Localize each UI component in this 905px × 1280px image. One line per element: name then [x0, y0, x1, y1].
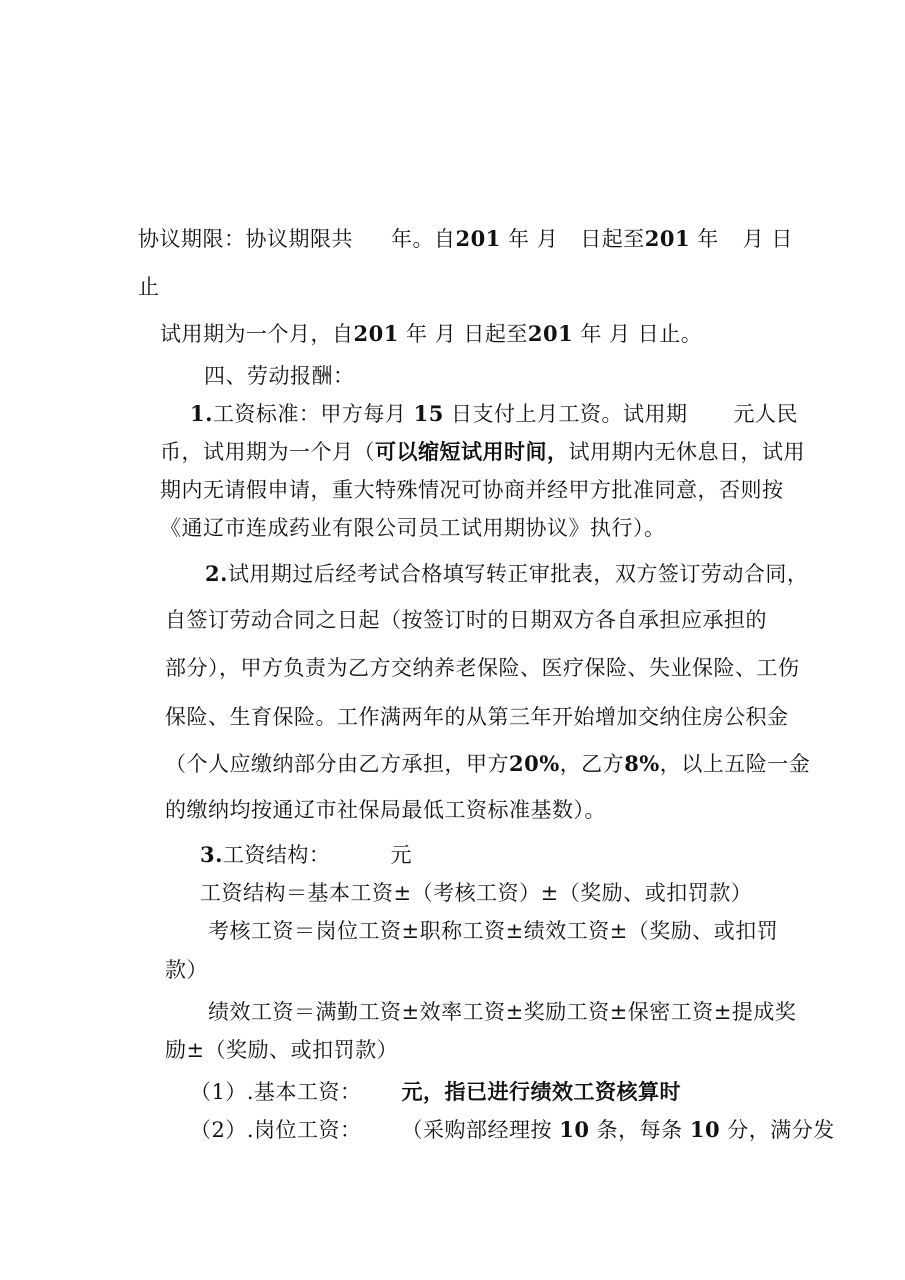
- text-segment: 指已进行绩效工资核算时: [444, 1079, 682, 1104]
- text-segment: 试用期为一个月，自: [160, 322, 354, 346]
- paragraph-line: [160, 438, 805, 466]
- text-segment: 年。自: [391, 227, 456, 251]
- text-segment: 币，试用期为一个月（: [160, 440, 375, 464]
- formula-line: 款）: [165, 958, 208, 982]
- formula-line: 考核工资＝岗位工资±职称工资±绩效工资±（奖励、或扣罚: [208, 919, 779, 943]
- text-segment: 年 月 日起至: [406, 322, 528, 346]
- percent-value: 20%: [509, 751, 560, 776]
- paragraph-line: 的缴纳均按通辽市社保局最低工资标准基数）。: [165, 798, 606, 822]
- section-heading: 四、劳动报酬：: [204, 364, 355, 388]
- formula-line: 工资结构＝基本工资±（考核工资）±（奖励、或扣罚款）: [200, 881, 753, 905]
- text-segment: 日支付上月工资。试用期: [451, 402, 688, 426]
- text-segment: （1）.基本工资：: [190, 1080, 362, 1104]
- text-segment: 月 日: [742, 227, 793, 251]
- probation-period-line: [160, 320, 702, 348]
- item-number: 3.: [200, 842, 223, 867]
- probation-after-line: [205, 560, 808, 588]
- year-number: 201: [455, 226, 501, 251]
- paragraph-line: 保险、生育保险。工作满两年的从第三年开始增加交纳住房公积金: [165, 705, 789, 729]
- text-segment: ，乙方: [559, 752, 625, 776]
- text-segment: 工资标准：甲方每月: [212, 402, 407, 426]
- percent-value: 8%: [624, 751, 660, 776]
- text-segment: 年 月 日止。: [580, 322, 703, 346]
- text-segment: （个人应缴纳部分由乙方承担，甲方: [165, 752, 509, 776]
- text-segment: 工资结构：: [222, 843, 331, 867]
- bold-note: 可以缩短试用时间，: [375, 439, 569, 464]
- count-number: 10: [689, 1117, 721, 1142]
- text-segment: 试用期过后经考试合格填写转正审批表，双方签订劳动合同，: [227, 562, 809, 586]
- bold-note: 元，: [401, 1079, 445, 1104]
- wage-structure-heading: [200, 841, 412, 869]
- year-number: 201: [644, 226, 691, 251]
- day-number: 15: [413, 401, 444, 426]
- base-wage-line: [190, 1078, 681, 1106]
- agreement-term-line: [138, 225, 793, 253]
- wage-standard-line: [190, 400, 798, 428]
- text-segment: 条，每条: [596, 1118, 683, 1142]
- formula-line: 励±（奖励、或扣罚款）: [165, 1038, 399, 1062]
- paragraph-line: 期内无请假申请，重大特殊情况可协商并经甲方批准同意，否则按: [160, 478, 784, 502]
- year-number: 201: [353, 321, 399, 346]
- paragraph-line: 自签订劳动合同之日起（按签订时的日期双方各自承担应承担的: [165, 608, 767, 632]
- text-segment: 年 月: [508, 227, 559, 251]
- text-segment: 年: [697, 227, 719, 251]
- text-segment: 元人民: [733, 402, 799, 426]
- item-number: 1.: [190, 401, 213, 426]
- formula-line: 绩效工资＝满勤工资±效率工资±奖励工资±保密工资±提成奖: [208, 1000, 797, 1024]
- text-segment: （采购部经理按: [401, 1118, 553, 1142]
- position-wage-line: [190, 1116, 835, 1144]
- text-segment: 日起至: [580, 227, 645, 251]
- text-segment: 分，满分发: [727, 1118, 835, 1142]
- paragraph-line: 止: [138, 275, 160, 299]
- count-number: 10: [559, 1117, 590, 1142]
- text-segment: 元: [390, 843, 412, 867]
- paragraph-line: [165, 750, 810, 778]
- text-segment: （2）.岗位工资：: [190, 1118, 362, 1142]
- paragraph-line: 《通辽市连成药业有限公司员工试用期协议》执行）。: [160, 516, 666, 540]
- agreement-term-label: 协议期限：协议期限共: [138, 227, 353, 251]
- paragraph-line: 部分），甲方负责为乙方交纳养老保险、医疗保险、失业保险、工伤: [165, 656, 800, 680]
- item-number: 2.: [205, 561, 228, 586]
- text-segment: 试用期内无休息日，试用: [568, 440, 805, 464]
- text-segment: ，以上五险一金: [659, 752, 811, 776]
- year-number: 201: [527, 321, 574, 346]
